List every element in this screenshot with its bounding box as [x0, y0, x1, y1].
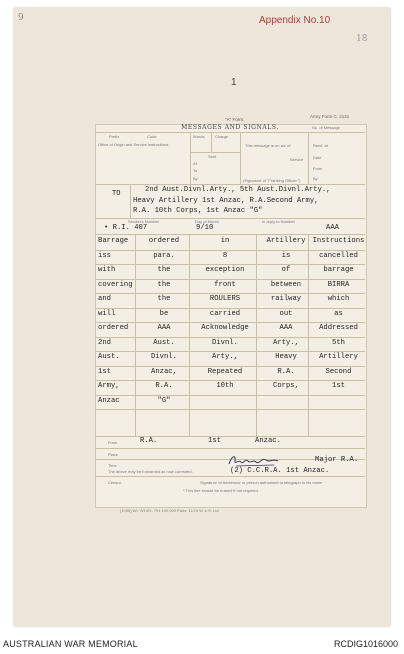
rule: [240, 132, 241, 184]
message-word: out: [279, 309, 293, 318]
from-label: From: [108, 440, 118, 445]
message-word: Second: [325, 367, 352, 376]
message-word: as: [334, 309, 343, 318]
by-small-label: By: [193, 176, 198, 181]
message-word: BIRRA: [327, 280, 350, 289]
message-word: Anzac,: [151, 367, 177, 376]
tick-mark: 1: [231, 77, 237, 88]
rule: [95, 264, 365, 265]
message-word: "G": [157, 396, 171, 405]
from-right-label: From: [313, 166, 323, 171]
message-word: railway: [270, 295, 302, 303]
message-word: 10th: [216, 382, 234, 390]
address-line-3: R.A. 10th Corps, 1st Anzac "G": [133, 207, 263, 215]
senders-number: • R.I. 407: [104, 224, 148, 232]
message-word: Barrage: [98, 237, 129, 245]
rule: [190, 152, 240, 153]
message-word: cancelled: [319, 251, 358, 260]
appendix-label: Appendix No.10: [259, 15, 331, 26]
to-small-label: To: [193, 168, 198, 173]
message-word: Divnl.: [212, 338, 238, 347]
message-word: Army,: [98, 382, 120, 390]
message-word: Heavy: [275, 353, 297, 361]
address-line-2: Heavy Artillery 1st Anzac, R.A.Second Army,: [133, 197, 319, 205]
message-word: AAA: [279, 324, 293, 332]
from-value-3: Anzac.: [255, 437, 281, 445]
army-form-number: Army Form C. 2121: [310, 114, 350, 119]
rule: [95, 351, 365, 352]
message-word: para.: [153, 251, 175, 260]
message-word: R.A.: [155, 382, 173, 390]
message-word: 1st: [332, 382, 345, 390]
message-word: be: [159, 309, 169, 318]
code-label: Code: [147, 134, 157, 139]
charge-label: Charge: [215, 134, 229, 139]
message-word: exception: [205, 266, 245, 274]
signatory: (2) C.C.R.A. 1st Anzac.: [230, 467, 330, 475]
rule: [95, 409, 365, 410]
message-word: Arty.,: [273, 338, 299, 347]
from-value-2: 1st: [208, 437, 221, 445]
message-word: Anzac: [98, 396, 120, 405]
place-label: Place: [108, 452, 119, 457]
from-value-1: R.A.: [140, 437, 158, 445]
rule: [95, 395, 365, 396]
message-word: will: [98, 309, 116, 318]
message-word: the: [157, 280, 171, 289]
message-word: Divnl.: [151, 353, 177, 361]
rule: [95, 366, 365, 367]
censor-line: The above may be forwarded as now corrected.: [108, 469, 193, 474]
address-line-1: 2nd Aust.Divnl.Arty., 5th Aust.Divnl.Arty.,: [145, 186, 331, 194]
pencil-folio-number: 18: [356, 34, 368, 44]
service-label: Service: [290, 157, 304, 162]
day-of-month: 9/10: [196, 224, 214, 232]
recd-at-label: Recd. at: [313, 143, 328, 148]
rule: [95, 279, 365, 280]
message-word: ordered: [148, 237, 180, 245]
rule: [95, 337, 365, 338]
words-label: Words: [193, 134, 205, 139]
message-word: covering: [98, 280, 133, 289]
rule: [130, 184, 131, 218]
footnote: * This line should be erased if not required.: [183, 488, 259, 493]
message-word: Addressed: [319, 324, 358, 332]
archive-reference: RCDIG1016000: [333, 639, 398, 649]
rule: [95, 250, 365, 251]
this-message-label: This message is on a/c of:: [245, 143, 292, 148]
no-of-message-label: No. of Message: [312, 125, 341, 130]
message-word: ROULERS: [209, 295, 241, 303]
message-word: and: [98, 295, 111, 303]
message-word: Aust.: [153, 338, 175, 347]
sent-label: Sent: [208, 154, 217, 159]
day-of-month-label: Day of Month: [195, 219, 219, 224]
rule: [95, 184, 365, 185]
message-word: barrage: [323, 266, 354, 274]
date-label: Date: [313, 155, 322, 160]
rule: [95, 380, 365, 381]
message-word: Artillery: [319, 353, 358, 361]
rule: [211, 132, 212, 152]
message-word: carried: [209, 309, 241, 318]
rule: [308, 132, 309, 184]
prefix-label: Prefix: [109, 134, 120, 139]
message-word: Acknowledge: [201, 324, 249, 332]
message-word: front: [214, 280, 236, 289]
message-word: is: [281, 251, 291, 260]
message-word: Corps,: [273, 382, 299, 390]
message-word: 2nd: [98, 338, 111, 347]
rule: [190, 132, 191, 184]
time-label: Time: [108, 463, 117, 468]
rule: [95, 293, 365, 294]
message-word: iss: [98, 251, 111, 260]
message-word: the: [157, 295, 171, 303]
franking-officer-label: (Signature of "Franking Officer."): [243, 178, 301, 183]
form-title: MESSAGES AND SIGNALS.: [181, 124, 279, 131]
archive-footer: [0, 636, 404, 654]
message-word: between: [270, 280, 302, 289]
office-of-origin-label: Office of Origin and Service Instructions: [98, 142, 169, 147]
message-word: Arty.,: [212, 353, 238, 361]
at-label: At: [193, 161, 197, 166]
rule: [95, 436, 365, 437]
message-word: of: [281, 266, 291, 274]
message-word: Instructions: [312, 237, 365, 245]
message-word: 5th: [332, 338, 345, 347]
message-word: the: [157, 266, 171, 274]
to-label: TO: [112, 190, 121, 198]
archive-name: AUSTRALIAN WAR MEMORIAL: [3, 639, 138, 649]
by-right-label: By: [313, 176, 318, 181]
message-word: 8: [222, 251, 228, 260]
rule: [95, 308, 365, 309]
message-word: AAA: [157, 324, 171, 332]
pencil-page-number: 9: [18, 13, 24, 23]
message-word: Repeated: [207, 367, 243, 376]
rule: [95, 322, 365, 323]
form-label: "A" Form.: [225, 117, 245, 122]
senders-number-label: Sender's Number: [128, 219, 159, 224]
message-word: which: [327, 295, 350, 303]
message-word: ordered: [98, 324, 129, 332]
rule: [95, 476, 365, 477]
in-reply-label: In reply to Number: [262, 219, 295, 224]
rule: [95, 448, 365, 449]
message-word: Artillery: [266, 237, 306, 245]
signature-caption: Signature of Addressor or person authorised to telegraph in his name: [200, 480, 323, 485]
rank: Major R.A.: [315, 456, 359, 464]
message-word: 1st: [98, 367, 111, 376]
message-word: in: [220, 237, 230, 245]
aaa-marker: AAA: [326, 224, 339, 232]
message-word: Aust.: [98, 353, 120, 361]
message-word: with: [98, 266, 116, 274]
printer-imprint: (1098) Wt. W14/3- 754 100,000 Pads. 11/15 W & S. Ltd.: [120, 508, 220, 513]
rule: [95, 132, 365, 133]
message-word: R.A.: [277, 367, 295, 376]
censor-label: Censor.: [108, 480, 122, 485]
